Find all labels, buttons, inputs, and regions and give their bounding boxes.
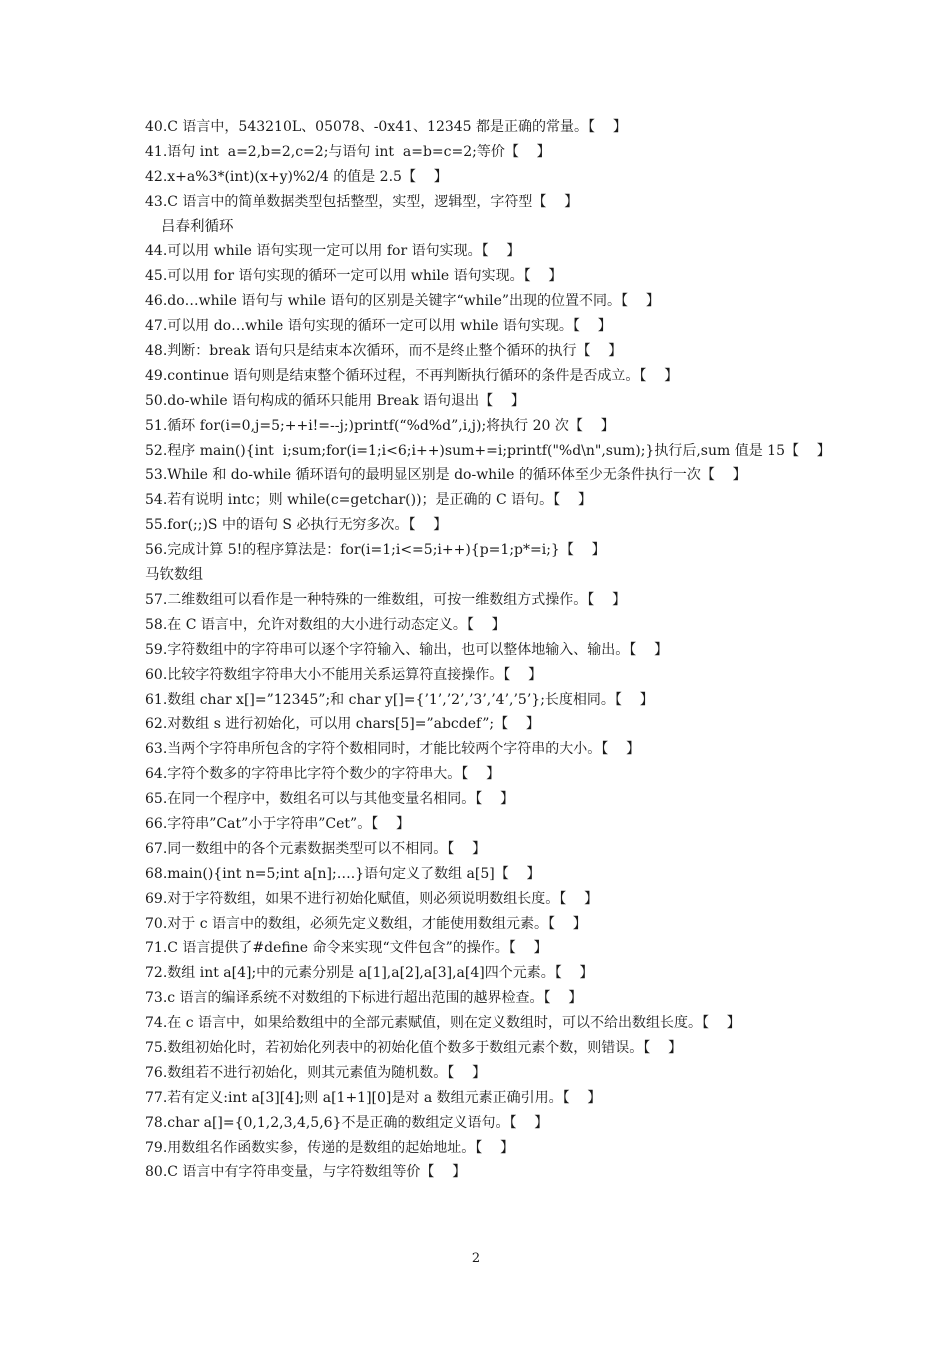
question-56: 56.完成计算 5!的程序算法是：for(i=1;i<=5;i++){p=1;p*=i;}【 】 <box>145 542 606 559</box>
question-80: 80.C 语言中有字符串变量，与字符数组等价【 】 <box>145 1164 467 1181</box>
question-list <box>145 115 831 1185</box>
question-53: 53.While 和 do-while 循环语句的最明显区别是 do-while 的循环体至少无条件执行一次【 】 <box>145 467 747 484</box>
question-65: 65.在同一个程序中，数组名可以与其他变量名相同。【 】 <box>145 791 515 808</box>
question-45: 45.可以用 for 语句实现的循环一定可以用 while 语句实现。【 】 <box>145 268 563 285</box>
question-59: 59.字符数组中的字符串可以逐个字符输入、输出，也可以整体地输入、输出。【 】 <box>145 641 669 658</box>
question-61: 61.数组 char x[]=”12345”;和 char y[]={’1’,’2’,’3’,’4’,’5’};长度相同。【 】 <box>145 691 654 708</box>
question-71: 71.C 语言提供了#define 命令来实现“文件包含”的操作。【 】 <box>145 940 548 957</box>
question-41: 41.语句 int a=2,b=2,c=2;与语句 int a=b=c=2;等价【 】 <box>145 143 551 160</box>
question-73: 73.c 语言的编译系统不对数组的下标进行超出范围的越界检查。【 】 <box>145 990 583 1007</box>
question-68: 68.main(){int n=5;int a[n];….}语句定义了数组 a[5]【 】 <box>145 865 541 882</box>
question-51: 51.循环 for(i=0,j=5;++i!=--j;)printf(“%d%d”,i,j);将执行 20 次【 】 <box>145 417 615 434</box>
question-46: 46.do…while 语句与 while 语句的区别是关键字“while”出现的位置不同。【 】 <box>145 293 660 310</box>
question-78: 78.char a[]={0,1,2,3,4,5,6}不是正确的数组定义语句。【 】 <box>145 1114 549 1131</box>
page-number: 2 <box>471 1251 481 1266</box>
question-43: 43.C 语言中的简单数据类型包括整型，实型，逻辑型，字符型【 】 <box>145 193 579 210</box>
question-77: 77.若有定义:int a[3][4];则 a[1+1][0]是对 a 数组元素正确引用。【 】 <box>145 1089 602 1106</box>
question-76: 76.数组若不进行初始化，则其元素值为随机数。【 】 <box>145 1064 487 1081</box>
question-64: 64.字符个数多的字符串比字符个数少的字符串大。【 】 <box>145 766 501 783</box>
question-57: 57.二维数组可以看作是一种特殊的一维数组，可按一维数组方式操作。【 】 <box>145 591 627 608</box>
question-47: 47.可以用 do…while 语句实现的循环一定可以用 while 语句实现。【 】 <box>145 318 612 335</box>
question-69: 69.对于字符数组，如果不进行初始化赋值，则必须说明数组长度。【 】 <box>145 890 599 907</box>
question-54: 54.若有说明 intc；则 while(c=getchar())；是正确的 C 语句。【 】 <box>145 492 592 509</box>
question-72: 72.数组 int a[4];中的元素分别是 a[1],a[2],a[3],a[4]四个元素。【 】 <box>145 965 594 982</box>
section-heading-loops: 吕春利循环 <box>161 218 234 235</box>
question-55: 55.for(;;)S 中的语句 S 必执行无穷多次。【 】 <box>145 517 448 534</box>
question-63: 63.当两个字符串所包含的字符个数相同时，才能比较两个字符串的大小。【 】 <box>145 741 641 758</box>
question-74: 74.在 c 语言中，如果给数组中的全部元素赋值，则在定义数组时，可以不给出数组长度。【 】 <box>145 1015 741 1032</box>
question-79: 79.用数组名作函数实参，传递的是数组的起始地址。【 】 <box>145 1139 515 1156</box>
question-70: 70.对于 c 语言中的数组，必须先定义数组，才能使用数组元素。【 】 <box>145 915 587 932</box>
question-50: 50.do-while 语句构成的循环只能用 Break 语句退出【 】 <box>145 392 525 409</box>
question-62: 62.对数组 s 进行初始化，可以用 chars[5]=”abcdef”;【 】 <box>145 716 540 733</box>
question-44: 44.可以用 while 语句实现一定可以用 for 语句实现。【 】 <box>145 243 521 260</box>
question-40: 40.C 语言中，543210L、05078、-0x41、12345 都是正确的常量。【 】 <box>145 119 627 135</box>
question-58: 58.在 C 语言中，允许对数组的大小进行动态定义。【 】 <box>145 616 506 633</box>
question-75: 75.数组初始化时，若初始化列表中的初始化值个数多于数组元素个数，则错误。【 】 <box>145 1039 683 1056</box>
question-52: 52.程序 main(){int i;sum;for(i=1;i<6;i++)sum+=i;printf("%d\n",sum);}执行后,sum 值是 15【 】 <box>145 442 831 459</box>
question-67: 67.同一数组中的各个元素数据类型可以不相同。【 】 <box>145 840 487 857</box>
question-49: 49.continue 语句则是结束整个循环过程，不再判断执行循环的条件是否成立。【 】 <box>145 367 679 384</box>
question-42: 42.x+a%3*(int)(x+y)%2/4 的值是 2.5【 】 <box>145 168 448 185</box>
question-66: 66.字符串”Cat”小于字符串”Cet”。【 】 <box>145 815 411 832</box>
section-heading-arrays: 马钦数组 <box>145 567 203 584</box>
question-60: 60.比较字符数组字符串大小不能用关系运算符直接操作。【 】 <box>145 666 543 683</box>
question-48: 48.判断：break 语句只是结束本次循环，而不是终止整个循环的执行【 】 <box>145 343 623 360</box>
